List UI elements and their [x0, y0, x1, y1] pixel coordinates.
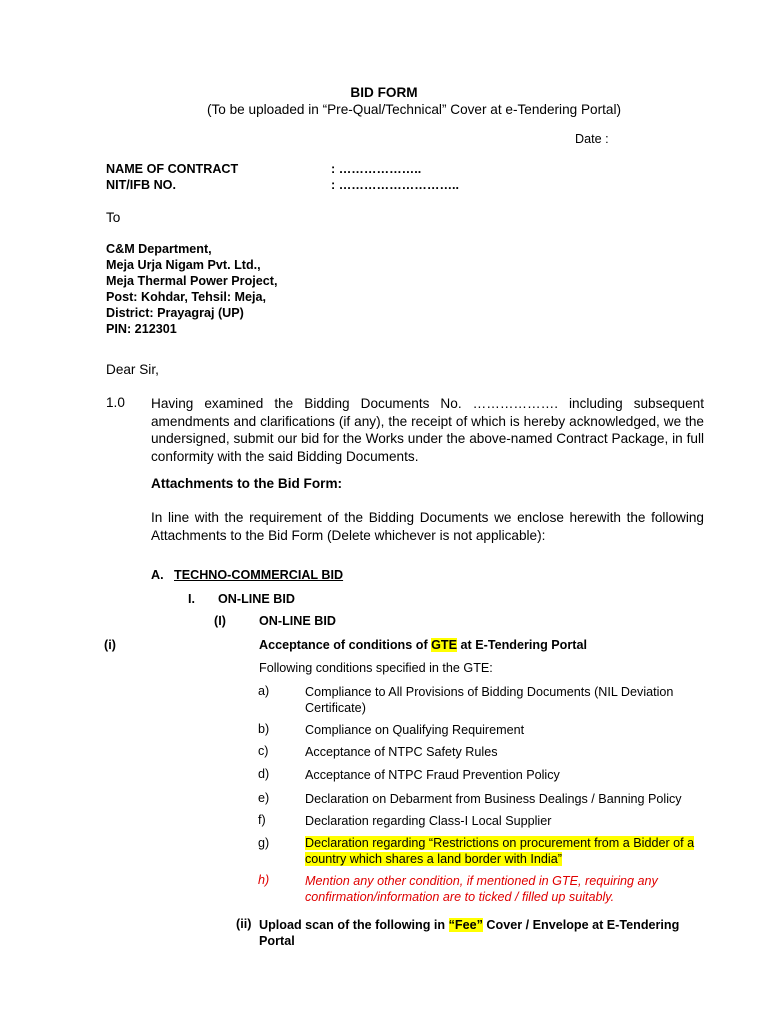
- document-title: BID FORM: [350, 85, 418, 100]
- address-line: PIN: 212301: [106, 322, 177, 336]
- address-line: District: Prayagraj (UP): [106, 306, 244, 320]
- section-a-number: A.: [151, 568, 164, 582]
- contract-name-value: : ………………..: [331, 162, 422, 176]
- condition-text: Declaration on Debarment from Business Dealings / Banning Policy: [305, 792, 682, 806]
- clause-text: Having examined the Bidding Documents No. ………………. including subsequent amendments and clarifications (if any), the receipt of which is hereby acknowledged, we the undersigned, submit our bid for the Works under the above-named Contract Package, in full conformity with the said Bidding Documents.: [151, 396, 704, 464]
- section-i-label: ON-LINE BID: [218, 592, 295, 606]
- sub-ii-label-after: Cover / Envelope at E-Tendering: [482, 918, 680, 932]
- sub-i-heading: [259, 638, 587, 652]
- condition-line: Declaration regarding “Restrictions on procurement from a Bidder of a: [305, 836, 695, 850]
- sub-i-label-before: Acceptance of conditions of: [259, 638, 432, 652]
- salutation: Dear Sir,: [106, 362, 159, 377]
- address-line: Meja Thermal Power Project,: [106, 274, 278, 288]
- gte-intro: Following conditions specified in the GTE:: [259, 661, 493, 675]
- sub-i-label-after: at E-Tendering Portal: [457, 638, 587, 652]
- condition-number: d): [258, 767, 270, 781]
- condition-line: Compliance to All Provisions of Bidding Documents (NIL Deviation: [305, 685, 674, 699]
- sub-ii-label-before: Upload scan of the following in: [259, 918, 449, 932]
- date-label: Date :: [575, 132, 609, 146]
- condition-text: Acceptance of NTPC Fraud Prevention Policy: [305, 768, 560, 782]
- condition-text: Acceptance of NTPC Safety Rules: [305, 745, 498, 759]
- condition-line: Mention any other condition, if mentioned in GTE, requiring any: [305, 874, 658, 888]
- condition-number: f): [258, 813, 266, 827]
- contract-name-label: NAME OF CONTRACT: [106, 162, 239, 176]
- sub-ii-heading: [259, 917, 679, 949]
- section-l-label: ON-LINE BID: [259, 614, 336, 628]
- condition-text-highlighted: [305, 835, 694, 867]
- nit-value: : ………………………..: [331, 178, 460, 192]
- section-l-number: (I): [214, 614, 226, 628]
- condition-number: h): [258, 873, 270, 887]
- condition-number: b): [258, 722, 270, 736]
- condition-number: g): [258, 836, 270, 850]
- condition-line: country which shares a land border with India”: [305, 852, 562, 866]
- condition-number: e): [258, 791, 270, 805]
- fee-highlight: “Fee”: [448, 918, 483, 932]
- attachments-intro: In line with the requirement of the Bidding Documents we enclose herewith the following Attachments to the Bid Form (Delete whichever is not applicable):: [151, 510, 704, 543]
- condition-number: a): [258, 684, 270, 698]
- condition-text: Compliance on Qualifying Requirement: [305, 723, 525, 737]
- condition-text-note: [305, 873, 658, 905]
- gte-highlight: GTE: [431, 638, 458, 652]
- section-i-number: I.: [188, 592, 195, 606]
- section-a-label: TECHNO-COMMERCIAL BID: [174, 568, 344, 582]
- condition-line: Certificate): [305, 701, 366, 715]
- clause-number: 1.0: [106, 395, 125, 410]
- condition-text: Declaration regarding Class-I Local Supplier: [305, 814, 552, 828]
- sub-i-number: (i): [104, 638, 116, 652]
- condition-text: [305, 684, 673, 716]
- address-line: C&M Department,: [106, 242, 212, 256]
- attachments-heading: Attachments to the Bid Form:: [151, 476, 343, 491]
- condition-number: c): [258, 744, 269, 758]
- condition-line: confirmation/information are to ticked / filled up suitably.: [305, 890, 615, 904]
- nit-label: NIT/IFB NO.: [106, 178, 176, 192]
- to-label: To: [106, 210, 121, 225]
- address-line: Meja Urja Nigam Pvt. Ltd.,: [106, 258, 261, 272]
- sub-ii-label-line2: Portal: [259, 934, 295, 948]
- document-subtitle: (To be uploaded in “Pre-Qual/Technical” Cover at e-Tendering Portal): [206, 102, 622, 117]
- address-line: Post: Kohdar, Tehsil: Meja,: [106, 290, 267, 304]
- sub-ii-number: (ii): [236, 917, 252, 931]
